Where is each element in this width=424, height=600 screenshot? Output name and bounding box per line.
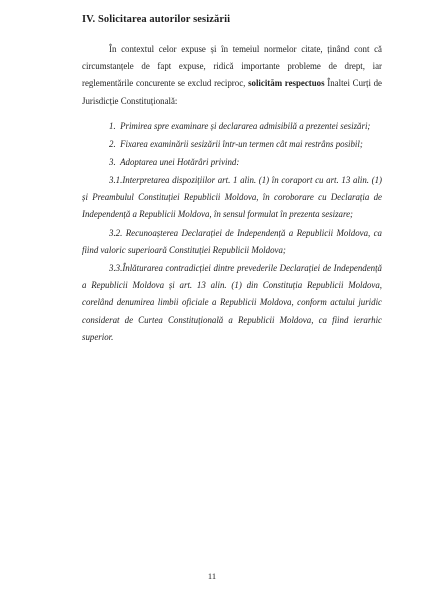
sub-item-number: 3.2.: [109, 228, 123, 238]
list-item-number: 1.: [109, 121, 116, 131]
list-item-text: Primirea spre examinare și declararea admisibilă a prezentei sesizări;: [120, 121, 371, 131]
intro-emphasis: solicităm respectuos: [248, 78, 325, 89]
page-number: 11: [207, 571, 217, 581]
intro-paragraph: [82, 41, 382, 110]
list-item: [82, 118, 409, 135]
sub-item-text: Recunoașterea Declarației de Independență a Republicii Moldova, ca fiind valoric superioară Constituției Republicii Moldova;: [82, 228, 382, 256]
list-item-number: 3.: [109, 157, 116, 167]
sub-item-number: 3.3.: [109, 263, 123, 273]
sub-item-number: 3.1.: [109, 175, 123, 185]
sub-item-text: Interpretarea dispozițiilor art. 1 alin. (1) în coraport cu art. 13 alin. (1) și Preambulul Constituției Republicii Moldova, în coroborare cu Declarația de Independență a Republicii Moldova, în sensul formulat în prezenta sesizare;: [82, 175, 382, 220]
list-item: [82, 136, 409, 153]
sub-item: [82, 172, 382, 224]
list-item-number: 2.: [109, 139, 116, 149]
list-item: [82, 154, 409, 171]
sub-item: [82, 260, 382, 346]
list-item-text: Fixarea examinării sesizării într-un termen cât mai restrâns posibil;: [120, 139, 363, 149]
sub-item-text: Înlăturarea contradicției dintre prevederile Declarației de Independență a Republicii Moldova și art. 13 alin. (1) din Constituția Republicii Moldova, corelând denumirea limbii oficiale a Republicii Moldova, conform actului juridic considerat de Curtea Constituțională a Republicii Moldova, ca fiind ierarhic superior.: [82, 263, 382, 342]
list-item-text: Adoptarea unei Hotărâri privind:: [120, 157, 240, 167]
sub-item: [82, 225, 382, 259]
section-heading: IV. Solicitarea autorilor sesizării: [82, 14, 231, 25]
intro-text-part2: Înaltei Curți de Jurisdicție Constituțională:: [82, 78, 382, 106]
intro-text-part1: În contextul celor expuse și în temeiul normelor citate, ținând cont că circumstanțele de fapt expuse, ridică importante probleme de drept, iar reglementările concurente se exclud reciproc,: [82, 44, 382, 89]
